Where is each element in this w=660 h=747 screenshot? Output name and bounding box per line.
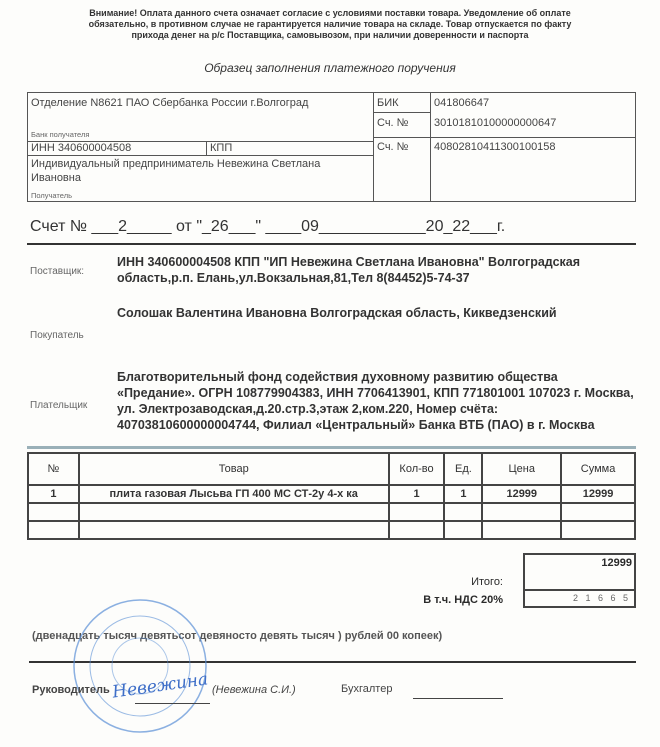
table-header-row	[28, 453, 635, 485]
notice-line: Внимание! Оплата данного счета означает согласие с условиями поставки товара. Уведомление об оплате	[89, 8, 571, 18]
totals-box	[523, 553, 636, 608]
total-label: Итого:	[471, 576, 503, 588]
cell-product: плита газовая Лысьва ГП 400 МС СТ-2у 4-х ка	[79, 485, 389, 503]
cell-price: 12999	[482, 485, 561, 503]
account-label: Сч. №	[377, 141, 409, 153]
header-sum: Сумма	[561, 453, 635, 485]
stamp-icon	[70, 592, 210, 742]
notice-line: прихода денег на р/с Поставщика, самовывозом, при наличии доверенности и паспорта	[131, 30, 529, 40]
supplier-text: ИНН 340600004508 КПП "ИП Невежина Светлана Ивановна" Волгоградская область,р.п. Елань,ул.Вокзальная,81,Тел 8(84452)5-74-37	[117, 255, 581, 285]
corr-label: Сч. №	[377, 117, 409, 129]
bik-label: БИК	[377, 97, 399, 109]
bank-label: Банк получателя	[31, 130, 90, 139]
bank-name: Отделение N8621 ПАО Сбербанка России г.Волгоград	[31, 97, 309, 109]
payer-label: Плательщик	[30, 400, 88, 411]
bik: 041806647	[434, 97, 490, 109]
accountant-signature-line	[413, 698, 503, 699]
header-unit: Ед.	[444, 453, 482, 485]
table-row	[28, 485, 635, 503]
cell-number: 1	[28, 485, 79, 503]
supplier-label: Поставщик:	[30, 266, 85, 277]
vat-label: В т.ч. НДС 20%	[423, 594, 503, 606]
sample-title: Образец заполнения платежного поручения	[204, 61, 456, 75]
header-number: №	[28, 453, 79, 485]
corr-account: 30101810100000000647	[434, 117, 557, 129]
recipient-label: Получатель	[31, 191, 72, 200]
director-label: Руководитель	[32, 684, 110, 696]
cell-unit: 1	[444, 485, 482, 503]
table-row	[28, 521, 635, 539]
accountant-label: Бухгалтер	[341, 683, 393, 695]
invoice-number: Счет № ___2_____ от "_26___" ____09____________20_22___г.	[30, 218, 506, 235]
amount-in-words: (двенадцать тысяч девятьсот девяносто девять тысяч ) рублей 00 копеек)	[32, 630, 443, 642]
buyer-text: Солошак Валентина Ивановна Волгоградская область, Кикведзенский	[117, 306, 557, 320]
total-value: 12999	[601, 557, 632, 569]
inn: ИНН 340600004508	[31, 142, 132, 154]
header-product: Товар	[79, 453, 389, 485]
account: 40802810411300100158	[434, 141, 556, 153]
cell-qty: 1	[389, 485, 445, 503]
vat-value: 2 1 6 6 5	[572, 593, 628, 603]
notice-line: обязательно, в противном случае не гарантируется наличие товара на складе. Товар отпускается по факту	[88, 19, 572, 29]
table-row	[28, 503, 635, 521]
buyer-label: Покупатель	[30, 330, 84, 341]
cell-sum: 12999	[561, 485, 635, 503]
payment-notice	[40, 8, 620, 41]
recipient: Индивидуальный предприниматель Невежина Светлана Ивановна	[31, 158, 321, 184]
header-qty: Кол-во	[389, 453, 445, 485]
items-table	[27, 452, 636, 540]
bank-details-table	[27, 92, 636, 202]
director-name: (Невежина С.И.)	[212, 684, 296, 696]
header-price: Цена	[482, 453, 561, 485]
kpp: КПП	[210, 142, 233, 154]
signature: Невежина	[111, 669, 210, 703]
payer-text: Благотворительный фонд содействия духовному развитию общества «Предание». ОГРН 108779904383, ИНН 7706413901, КПП 771801001 107023 г. Москва, ул. Электрозаводская,д.20.стр.3,этаж 2,ком.220, Номер счёта: 40703810600000004744, Филиал «Центральный» Банка ВТБ (ПАО) в г. Москва	[117, 370, 634, 432]
divider	[27, 243, 636, 245]
